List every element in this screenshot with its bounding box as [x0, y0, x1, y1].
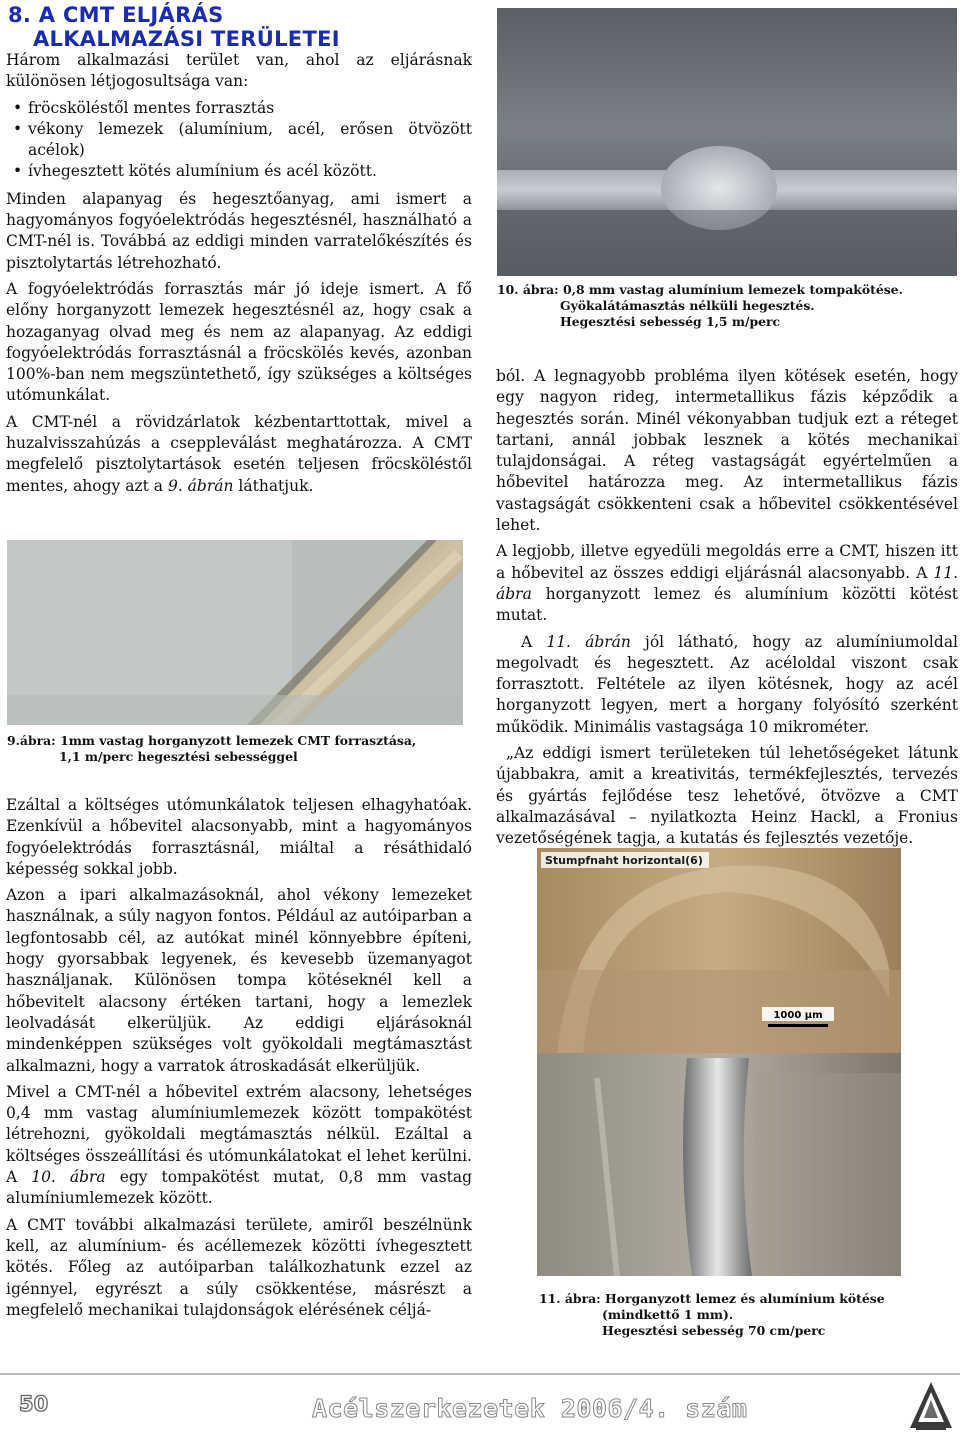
paragraph — [496, 632, 958, 738]
journal-title: Acélszerkezetek 2006/4. szám — [312, 1394, 748, 1423]
text: egy tompakötést mutat, 0,8 mm vastag alumíniumlemezek között. — [6, 1168, 473, 1208]
list-item: • fröcsköléstől mentes forrasztás — [6, 98, 472, 119]
caption-line: 9.ábra: 1mm vastag horganyzott lemezek CMT forrasztása, — [7, 733, 417, 748]
caption-line: Gyökalátámasztás nélküli hegesztés. — [560, 298, 815, 313]
micrograph-image — [537, 848, 901, 1276]
scale-bar-label: 1000 µm — [773, 1010, 823, 1021]
paragraph — [6, 1082, 472, 1210]
paragraph: Minden alapanyag és hegesztőanyag, ami ismert a hagyományos fogyóelektródás hegesztésnél, használható a CMT-nél is. Továbbá az eddigi minden varratelőkészítés és pisztolytartás létrehozható. — [6, 189, 472, 272]
figure-reference: 11. ábrán — [546, 632, 631, 651]
figure-reference: 10. ábra — [31, 1168, 106, 1187]
caption-line: (mindkettő 1 mm). — [602, 1307, 734, 1322]
caption-line: 11. ábra: Horganyzott lemez és alumínium kötése — [539, 1291, 885, 1306]
paragraph: A fogyóelektródás forrasztás már jó ideje ismert. A fő előny horganyzott lemezek hegesztésnél az, hogy csak a hozaganyag olvad meg és nem az alapanyag. Az eddigi fogyóelektródás forrasztásnál a fröcskölés kevés, azonban 100%-ban nem megszüntethető, így szükséges a költséges utómunkálat. — [6, 279, 472, 405]
intro-paragraph: Három alkalmazási terület van, ahol az eljárásnak különösen létjogosultsága van: — [6, 51, 472, 91]
figure-reference: 11. ábra — [496, 563, 958, 603]
figure-reference: 9. ábrán — [167, 476, 234, 495]
figure-9-caption — [7, 733, 416, 765]
figure-9-photo — [7, 540, 463, 725]
paragraph: Azon a ipari alkalmazásoknál, ahol vékony lemezeket használnak, a súly nagyon fontos. Például az autóiparban a legfontosabb cél, az autókat minél könnyebbre építeni, hogy gyorsabbak legyenek, és kevesebb üzemanyagot használjanak. Különösen tompa kötéseknél kell a hőbevitelt alacsony értéken tartani, hogy a lemezlek leolvadását elkerüljük. Az eddigi eljárásoknál mindenképpen szükséges volt gyökoldali megtámasztást alkalmazni, hogy a varratok átroskadását elkerüljük. — [6, 886, 472, 1075]
weld-seam-image — [7, 540, 463, 725]
caption-line: 10. ábra: 0,8 mm vastag alumínium lemezek tompakötése. — [497, 282, 903, 297]
text: láthatjuk. — [233, 476, 314, 495]
application-list — [6, 98, 472, 183]
micrograph-title: Stumpfnaht horizontal(6) — [545, 854, 703, 867]
text: jól látható, hogy az alumíniumoldal megolvadt és hegesztett. Az acéloldal viszont csak forrasztott. Feltétele az ilyen kötésnek, hogy az acél horganyzott legyen, mert a horgany folyósító szerként működik. Minimális vastagsága 10 mikrométer. — [496, 632, 959, 736]
figure-10-caption — [497, 282, 903, 330]
right-column — [496, 366, 958, 855]
list-item: • vékony lemezek (alumínium, acél, erősen ötvözött acélok) — [6, 119, 472, 162]
text: Mivel a CMT-nél a hőbevitel extrém alacsony, lehetséges 0,4 mm vastag alumíniumlemezek között tompakötést létrehozni, gyökoldali megtámasztás nélkül. Ezáltal a költséges összeállítási és utómunkálatokat el lehet kerülni. A — [6, 1082, 472, 1187]
paragraph: ból. A legnagyobb probléma ilyen kötések esetén, hogy egy nagyon rideg, intermetallikus fázis képződik a hegesztés során. Minél vékonyabban tudjuk ezt a réteget tartani, annál jobbak lesznek a kötés mechanikai tulajdonságai. A réteg vastagságát egyértelműen a hőbevitel határozza meg. Az intermetallikus fázis vastagságát csökkenteni csak a hőbevitel csökkentésével lehet. — [496, 367, 958, 535]
left-column-top — [6, 50, 472, 502]
scale-bar — [768, 1024, 828, 1027]
caption-line: 1,1 m/perc hegesztési sebességgel — [59, 749, 298, 764]
page-number: 50 — [19, 1392, 49, 1416]
caption-line: Hegesztési sebesség 70 cm/perc — [602, 1323, 826, 1338]
figure-10-photo — [497, 8, 957, 276]
paragraph: Ezáltal a költséges utómunkálatok teljesen elhagyhatóak. Ezenkívül a hőbevitel alacsonyabb, mint a hagyományos fogyóelektródás forrasztásnál, miáltal a résáthidaló képesség sokkal jobb. — [6, 796, 472, 878]
text: horganyzott lemez és alumínium közötti kötést mutat. — [496, 584, 958, 625]
figure-11-photo — [537, 848, 901, 1276]
list-item: • ívhegesztett kötés alumínium és acél között. — [6, 161, 472, 182]
paragraph — [6, 412, 472, 497]
caption-line: Hegesztési sebesség 1,5 m/perc — [560, 314, 781, 329]
text: A CMT-nél a rövidzárlatok kézbentarttottak, mivel a huzalvisszahúzás a cseppleválást meghatározza. A CMT megfelelő pisztolytartások esetén teljesen fröcsköléstől mentes, ahogy azt a — [6, 412, 472, 495]
heading-line-2: ALKALMAZÁSI TERÜLETEI — [33, 27, 340, 51]
paragraph — [496, 541, 958, 626]
section-heading — [8, 3, 340, 51]
butt-weld-cross-section-image — [497, 8, 957, 276]
quote-paragraph: „Az eddigi ismert területeken túl lehetőségeket látunk újabbakra, amit a kreativitás, termékfejlesztés, tervezés és gyártás fejlődése tesz lehetővé, ötvözve a CMT alkalmazásával – nyilatkozta Heinz Hackl, a Fronius vezetőségének tagja, a kutatás és fejlesztés vezetője. — [496, 744, 958, 848]
left-column-bottom — [6, 795, 472, 1326]
publisher-logo-icon — [908, 1380, 954, 1432]
text: A legjobb, illetve egyedüli megoldás erre a CMT, hiszen itt a hőbevitel az összes eddigi eljárásnál alacsonyabb. A — [496, 542, 958, 582]
figure-11-caption — [539, 1291, 885, 1339]
text: A — [521, 632, 547, 651]
paragraph: A CMT további alkalmazási területe, amiről beszélnünk kell, az alumínium- és acéllemezek közötti ívhegesztett kötés. Főleg az autóiparban találkozhatunk ezzel az igénnyel, egyrészt a súly csökkentése, másrészt a megfelelő mechanikai tulajdonságok elérésének céljá- — [6, 1215, 472, 1319]
heading-line-1: 8. A CMT ELJÁRÁS — [8, 3, 224, 27]
footer-divider — [0, 1373, 960, 1375]
